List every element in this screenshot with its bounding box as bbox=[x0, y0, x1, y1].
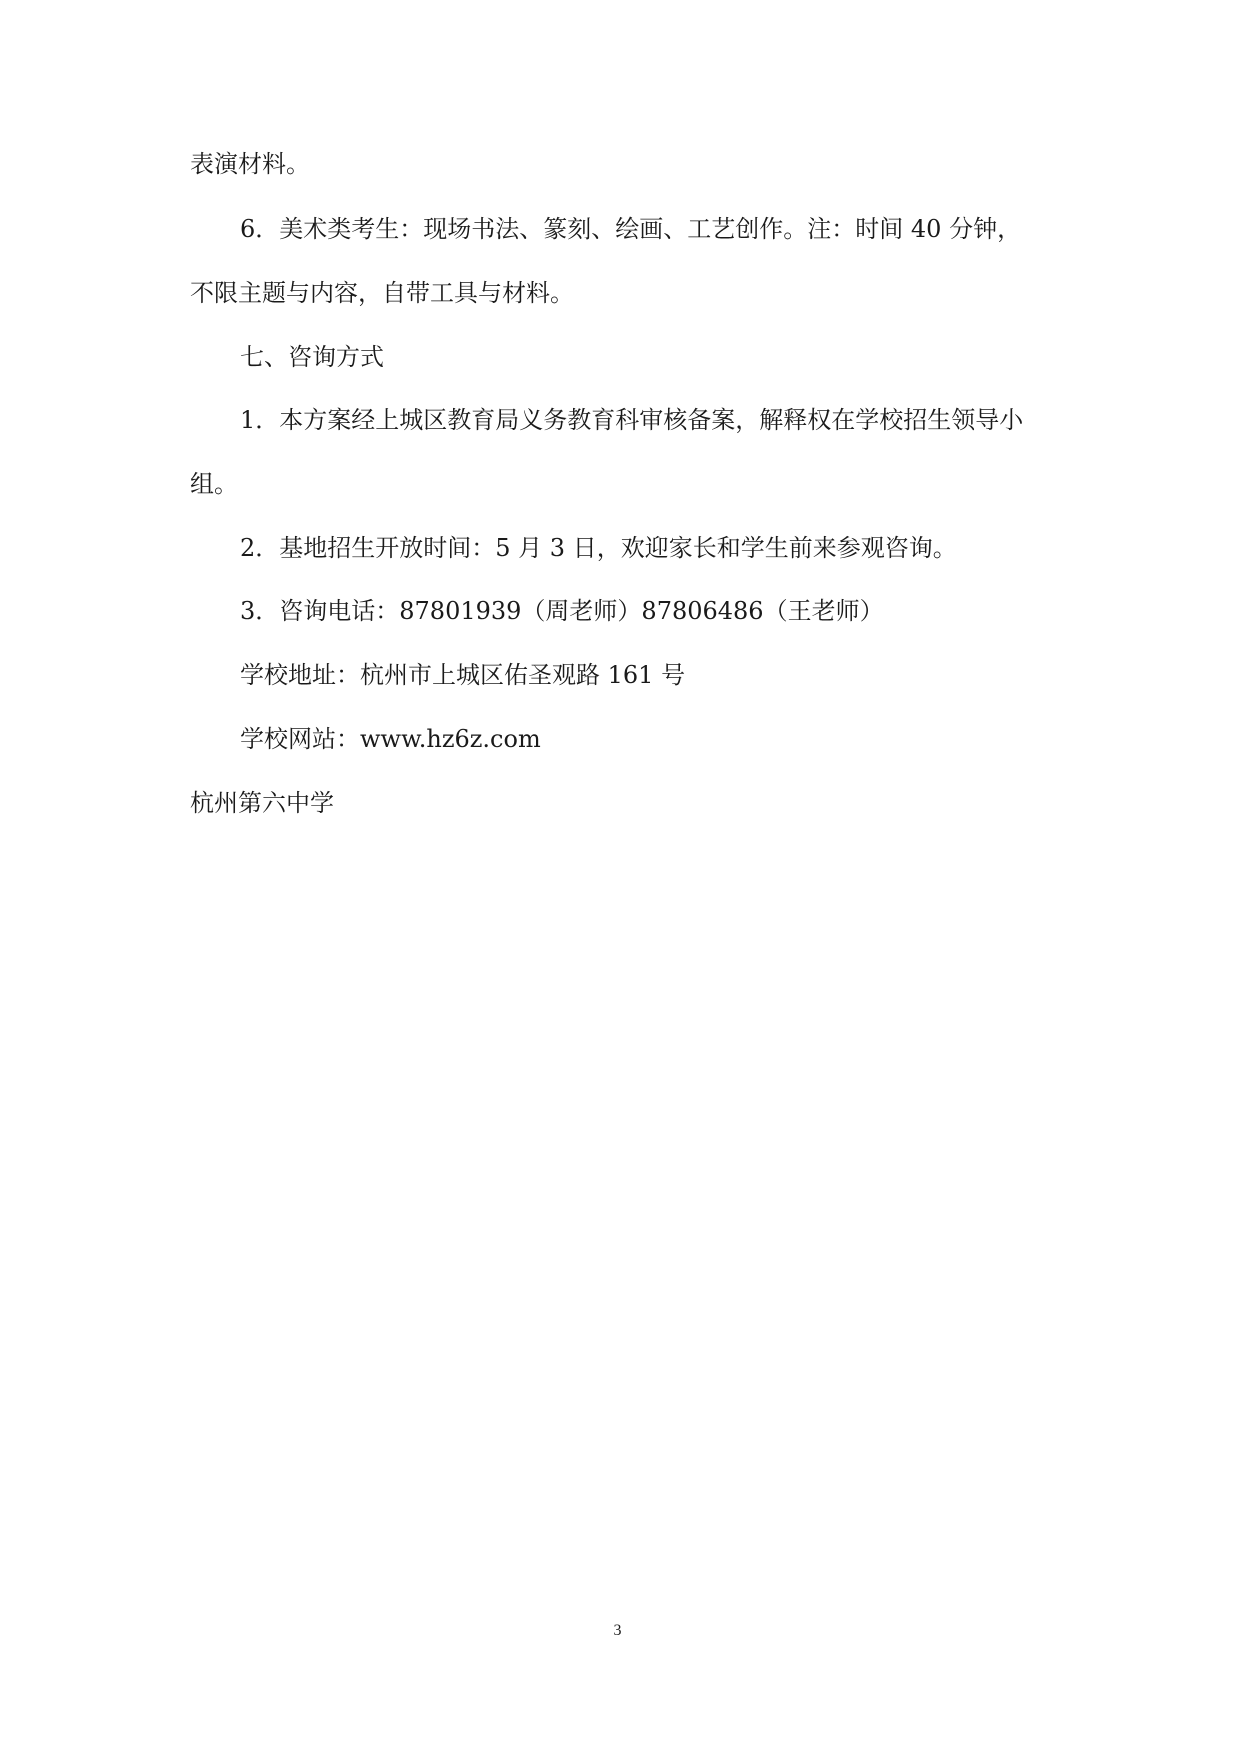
text-line-plan-approval: 1．本方案经上城区教育局义务教育科审核备案，解释权在学校招生领导小 bbox=[240, 406, 1024, 434]
text-line-open-day: 2．基地招生开放时间：5 月 3 日，欢迎家长和学生前来参观咨询。 bbox=[240, 534, 957, 562]
text-line-phone: 3．咨询电话：87801939（周老师）87806486（王老师） bbox=[240, 597, 884, 625]
text-line-performance-materials: 表演材料。 bbox=[190, 150, 310, 178]
school-signature: 杭州第六中学 bbox=[190, 789, 334, 817]
text-line-website: 学校网站：www.hz6z.com bbox=[240, 725, 541, 753]
section-heading-consultation: 七、咨询方式 bbox=[240, 343, 384, 371]
text-line-art-candidates: 6．美术类考生：现场书法、篆刻、绘画、工艺创作。注：时间 40 分钟， bbox=[240, 215, 1022, 243]
text-line-address: 学校地址：杭州市上城区佑圣观路 161 号 bbox=[240, 661, 686, 689]
text-line-plan-approval-cont: 组。 bbox=[190, 470, 238, 498]
text-line-art-candidates-cont: 不限主题与内容，自带工具与材料。 bbox=[190, 279, 574, 307]
page-number: 3 bbox=[613, 1622, 622, 1639]
